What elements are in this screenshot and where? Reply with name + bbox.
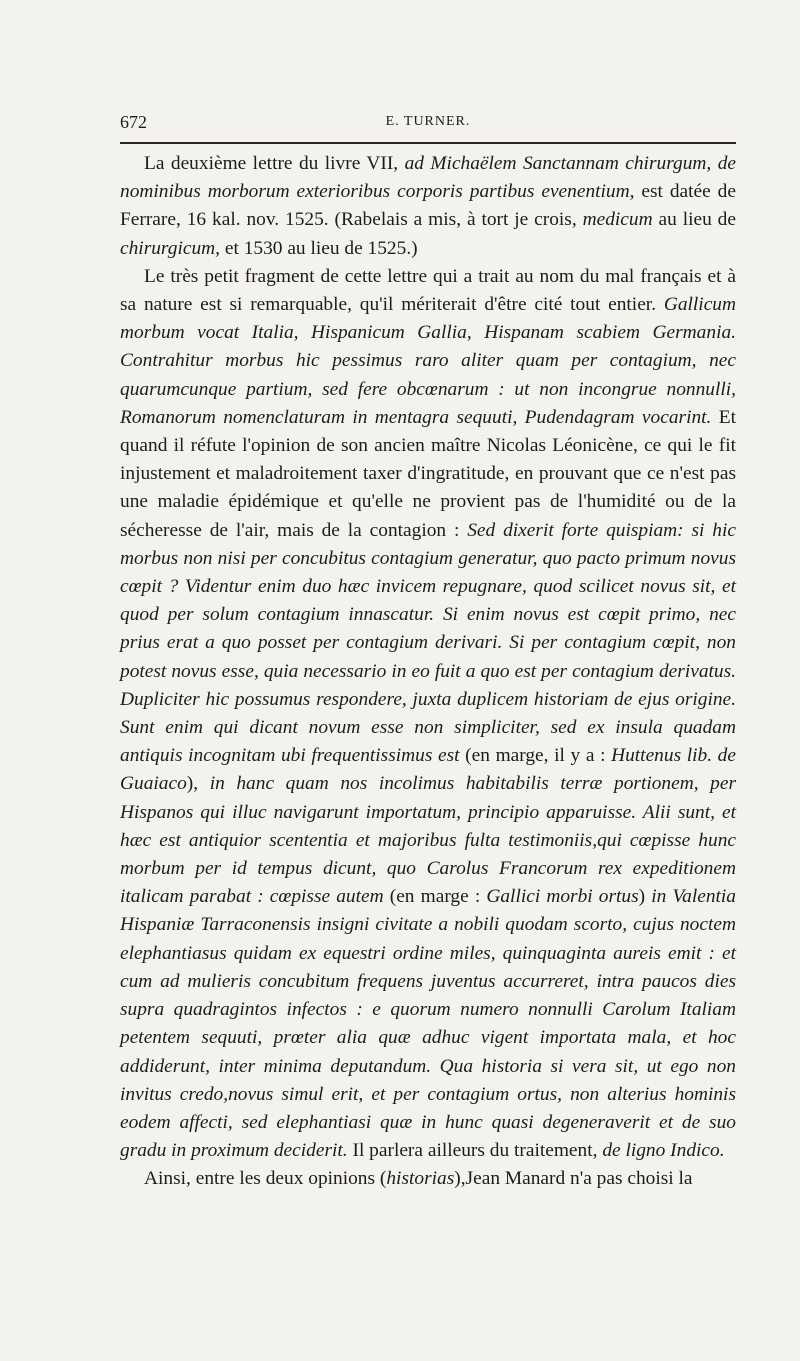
text-run: ),: [186, 773, 210, 795]
text-run: Le très petit fragment de cette lettre qui a trait au nom du mal français et à sa nature est si remarquable, qu'il mériterait d'être cité tout entier.: [120, 265, 736, 316]
text-run: (en marge, il y a :: [459, 745, 612, 767]
italic-run: ad Michaëlem Sanctannam chirurgum, de nominibus morborum exterioribus corporis partibus evenentium,: [120, 153, 736, 203]
italic-run: in Valentia Hispaniæ Tarraconensis insigni civitate a nobili quodam scorto, cujus noctem elephantiasus quidam ex equestri ordine miles, quinquaginta aureis emit : et cum ad mulieris concubitum frequens juventus accurreret, intra paucos dies supra quadragintos infectos : e quorum numero nonnulli Carolum Italiam petentem sequuti, prœter alia quæ adhuc vigent importata mala, et hoc addiderunt, inter minima deputandum. Qua historia si vera sit, ut ego non invitus credo,novus simul erit, et per contagium ortus, non alterius hominis eodem affecti, sed elephantiasi quæ in hunc quasi degeneraverit et de suo gradu in proximum deciderit.: [120, 886, 737, 1162]
paragraph: [120, 1165, 736, 1193]
text-run: La deuxième lettre du livre VII,: [144, 153, 405, 174]
italic-run: de ligno Indico.: [602, 1140, 725, 1162]
body-text: [120, 150, 736, 1194]
italic-run: Sed dixerit forte quispiam: si hic morbus non nisi per concubitus contagium generatur, quo pacto primum novus cœpit ? Videntur enim duo hæc invicem repugnare, quod scilicet novus sit, et quod per solum contagium innascatur. Si enim novus est cœpit primo, nec prius erat a quo posset per contagium derivari. Si per contagium cœpit, non potest novus esse, quia necessario in eo fuit a quo est per contagium derivatus. Dupliciter hic possumus respondere, juxta duplicem historiam de ejus origine. Sunt enim qui dicant novum esse non simpliciter, sed ex insula quadam antiquis incognitam ubi frequentissimus est: [120, 519, 736, 767]
text-run: ): [638, 886, 652, 908]
text-run: au lieu de: [652, 209, 736, 231]
text-run: (en marge :: [383, 886, 487, 908]
italic-run: medicum: [582, 209, 653, 231]
paragraph: [120, 263, 736, 1166]
italic-run: historias: [386, 1168, 455, 1190]
page-header: [120, 112, 736, 136]
text-run: est datée de Ferrare, 16 kal. nov. 1525. (Rabelais a mis, à tort je crois,: [120, 181, 736, 231]
text-run: Il parlera ailleurs du traitement,: [347, 1140, 603, 1162]
page-number: 672: [120, 112, 147, 132]
paragraph: [120, 150, 736, 263]
italic-run: chirurgicum,: [120, 237, 220, 259]
text-run: ),Jean Manard n'a pas choisi la: [454, 1168, 693, 1190]
text-run: et 1530 au lieu de 1525.): [220, 237, 418, 259]
text-run: Et quand il réfute l'opinion de son ancien maître Nicolas Léonicène, ce qui le fit injustement et maladroitement taxer d'ingratitude, en prouvant que ce n'est pas une maladie épidémique et qu'elle ne provient pas de l'humidité ou de la sécheresse de l'air, mais de la contagion :: [120, 406, 736, 541]
italic-run: Huttenus lib. de Guaiaco: [120, 745, 736, 795]
italic-run: Gallicum morbum vocat Italia, Hispanicum Gallia, Hispanam scabiem Germania. Contrahitur morbus hic pessimus raro aliter quam per contagium, nec quarumcunque partium, sed fere obcœnarum : ut non incongrue nonnulli, Romanorum nomenclaturam in mentagra sequuti, Pudendagram vocarint.: [120, 294, 736, 428]
text-run: Ainsi, entre les deux opinions (: [144, 1168, 387, 1190]
italic-run: Gallici morbi ortus: [486, 886, 639, 908]
running-head: E. TURNER.: [385, 114, 471, 129]
italic-run: in hanc quam nos incolimus habitabilis terræ portionem, per Hispanos qui illuc navigarunt importatum, principio apparuisse. Alii sunt, et hæc est antiquior scententia et majoribus fulta testimoniis,qui cœpisse hunc morbum per id tempus dicunt, quo Carolus Francorum rex expeditionem italicam parabat : cœpisse autem: [120, 773, 737, 908]
header-rule: [120, 142, 736, 144]
